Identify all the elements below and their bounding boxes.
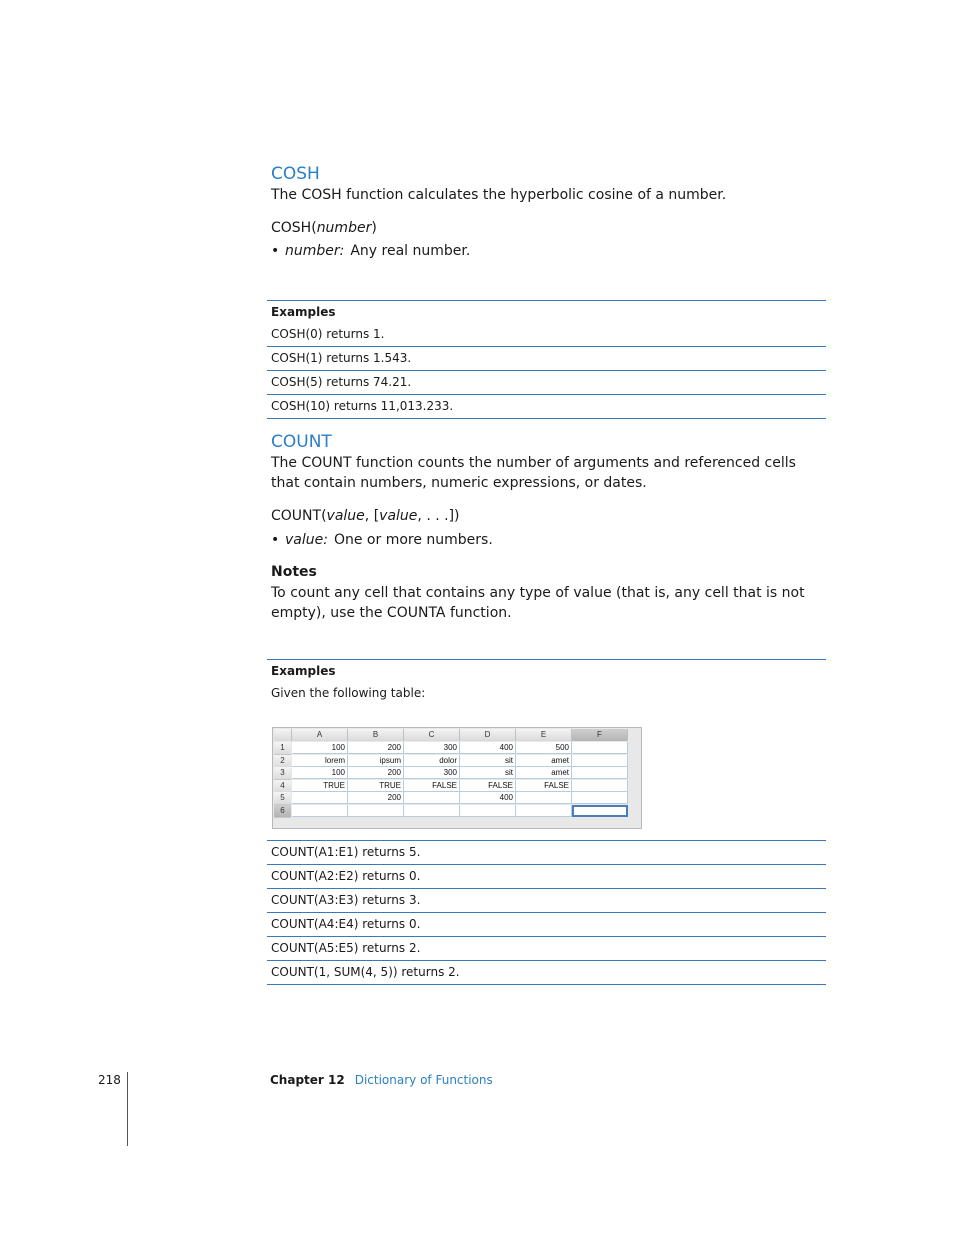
sheet-cell: 500 [516,742,572,754]
sheet-cell: sit [460,755,516,767]
sheet-corner [274,729,292,741]
sheet-cell: amet [516,767,572,779]
sheet-cell: lorem [292,755,348,767]
page-number: 218 [98,1073,121,1087]
count-argument-bullet [271,531,493,549]
chapter-footer [270,1073,493,1087]
sheet-cell: 300 [404,767,460,779]
table-row: COUNT(A1:E1) returns 5. [267,840,826,865]
argument-description: One or more numbers. [333,532,493,548]
cosh-examples-table [267,300,826,419]
notes-text: To count any cell that contains any type of value (that is, any cell that is not empty), use the COUNTA function. [271,585,805,621]
sheet-cell [572,742,628,754]
argument-name: number: [285,243,345,259]
syntax-argument: value [379,508,418,524]
bullet-icon: • [271,243,280,259]
cosh-syntax [271,219,377,237]
table-row: COSH(0) returns 1. [267,323,826,347]
column-header: C [404,729,460,741]
sheet-cell: FALSE [516,780,572,792]
syntax-argument: number [316,220,372,236]
table-row: COSH(1) returns 1.543. [267,347,826,371]
syntax-function-name: COSH [271,220,312,236]
count-examples-table [267,840,826,985]
sheet-cell: 200 [348,742,404,754]
sheet-cell [572,805,628,817]
row-header: 5 [274,792,291,805]
table-row: COSH(10) returns 11,013.233. [267,395,826,419]
sheet-cell [292,805,348,817]
table-row: COUNT(A5:E5) returns 2. [267,937,826,961]
sheet-cell: FALSE [460,780,516,792]
notes-heading: Notes [271,564,317,580]
sheet-cell: amet [516,755,572,767]
table-row: COUNT(A4:E4) returns 0. [267,913,826,937]
sheet-cell: ipsum [348,755,404,767]
sheet-cell: TRUE [348,780,404,792]
sheet-cell: 200 [348,767,404,779]
row-header: 1 [274,742,291,755]
examples-header: Examples [267,300,826,323]
sheet-cell: 100 [292,767,348,779]
cosh-argument-bullet [271,242,470,260]
syntax-paren-open: ( [321,508,327,524]
sheet-cell [404,805,460,817]
syntax-function-name: COUNT [271,508,322,524]
spreadsheet-image [272,727,642,829]
column-header: F [572,729,628,741]
given-text: Given the following table: [271,686,426,700]
sheet-cell [404,792,460,804]
argument-description: Any real number. [350,243,471,259]
row-header: 4 [274,780,291,793]
sheet-cell [348,805,404,817]
argument-name: value: [285,532,328,548]
table-row: COUNT(A2:E2) returns 0. [267,865,826,889]
syntax-paren-close: ) [371,220,377,236]
count-description: The COUNT function counts the number of arguments and referenced cells that contain numbers, numeric expressions, or dates. [271,455,796,491]
sheet-cell [460,805,516,817]
sheet-cell: 400 [460,742,516,754]
sheet-cell: 200 [348,792,404,804]
chapter-title[interactable]: Dictionary of Functions [354,1073,493,1087]
sheet-cell: 100 [292,742,348,754]
table-row: COSH(5) returns 74.21. [267,371,826,395]
column-header: A [292,729,348,741]
cosh-heading: COSH [271,164,320,184]
bullet-icon: • [271,532,280,548]
sheet-cell [572,792,628,804]
column-header: E [516,729,572,741]
column-header: D [460,729,516,741]
cosh-description: The COSH function calculates the hyperbolic cosine of a number. [271,187,727,203]
syntax-separator: , [ [364,508,380,524]
count-syntax [271,507,460,525]
column-header: B [348,729,404,741]
count-heading: COUNT [271,432,332,452]
sheet-cell [572,755,628,767]
syntax-paren-open: ( [311,220,317,236]
syntax-ellipsis: , . . .]) [417,508,460,524]
sheet-cell: dolor [404,755,460,767]
sheet-cell [292,792,348,804]
sheet-cell: 400 [460,792,516,804]
sheet-cell [572,767,628,779]
sheet-cell: FALSE [404,780,460,792]
table-row: COUNT(1, SUM(4, 5)) returns 2. [267,961,826,985]
examples-header: Examples [267,659,826,682]
table-row: COUNT(A3:E3) returns 3. [267,889,826,913]
sheet-cell [516,792,572,804]
footer-divider [127,1072,128,1146]
sheet-cell: 300 [404,742,460,754]
row-header: 3 [274,767,291,780]
row-header: 6 [274,805,291,818]
syntax-argument: value [326,508,365,524]
sheet-cell [516,805,572,817]
sheet-cell [572,780,628,792]
chapter-label: Chapter 12 [270,1073,345,1087]
count-examples-intro [267,659,826,705]
sheet-cell: TRUE [292,780,348,792]
sheet-cell: sit [460,767,516,779]
row-header: 2 [274,755,291,768]
